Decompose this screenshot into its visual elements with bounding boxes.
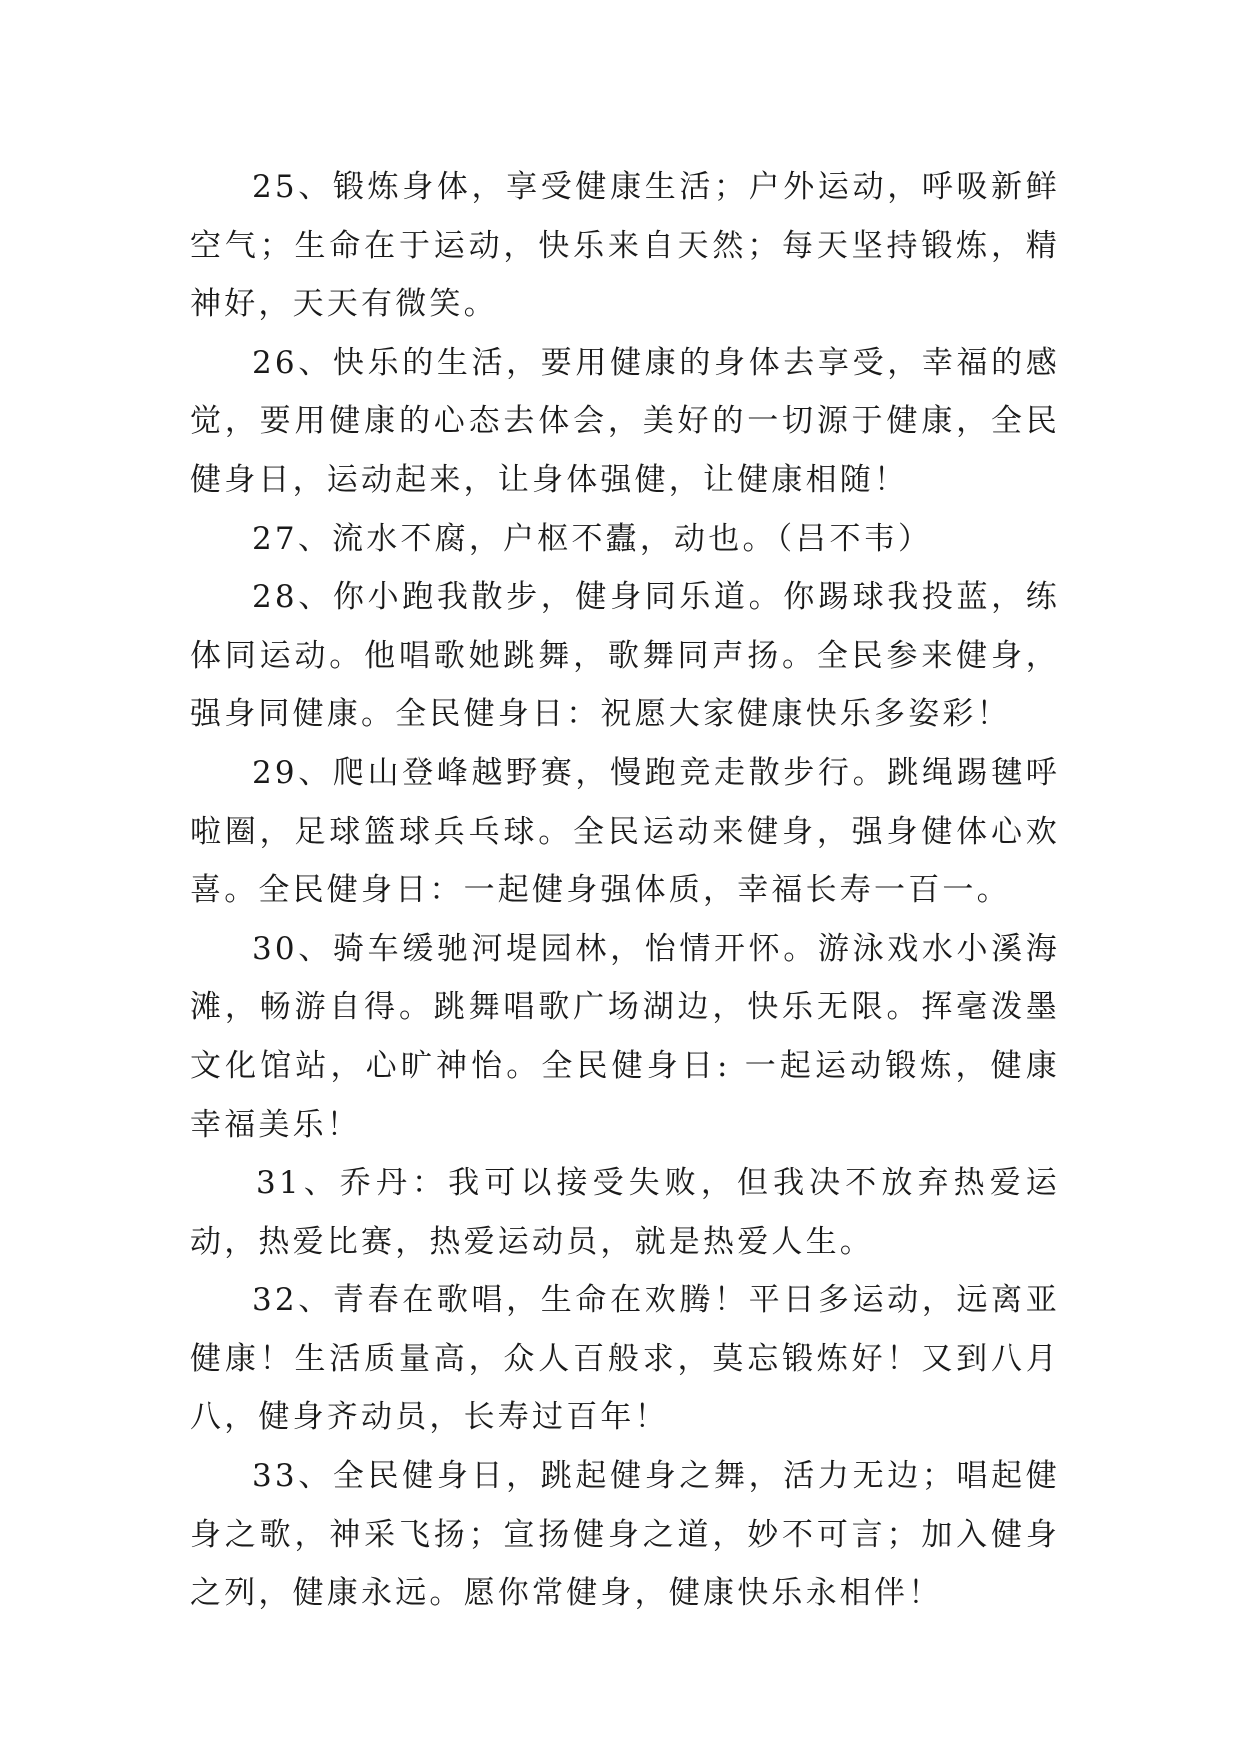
paragraph-33: 33、全民健身日，跳起健身之舞，活力无边；唱起健身之歌，神采飞扬；宣扬健身之道，妙不可言；加入健身之列，健康永远。愿你常健身，健康快乐永相伴！ — [190, 1458, 1060, 1612]
paragraph-25: 25、锻炼身体，享受健康生活；户外运动，呼吸新鲜空气；生命在于运动，快乐来自天然；每天坚持锻炼，精神好，天天有微笑。 — [190, 169, 1060, 323]
paragraph-31: 31、乔丹：我可以接受失败，但我决不放弃热爱运动，热爱比赛，热爱运动员，就是热爱人生。 — [190, 1165, 1060, 1260]
paragraph-27: 27、流水不腐，户枢不蠹，动也。（吕不韦） — [252, 520, 933, 557]
paragraph-29: 29、爬山登峰越野赛，慢跑竞走散步行。跳绳踢毽呼啦圈，足球篮球兵乓球。全民运动来健身，强身健体心欢喜。全民健身日：一起健身强体质，幸福长寿一百一。 — [190, 754, 1060, 909]
document-body — [190, 158, 1060, 1623]
paragraph-26: 26、快乐的生活，要用健康的身体去享受，幸福的感觉，要用健康的心态去体会，美好的一切源于健康，全民健身日，运动起来，让身体强健，让健康相随！ — [190, 344, 1060, 498]
paragraph-30: 30、骑车缓驰河堤园林，怡情开怀。游泳戏水小溪海滩，畅游自得。跳舞唱歌广场湖边，快乐无限。挥毫泼墨文化馆站，心旷神怡。全民健身日: 一起运动锻炼，健康幸福美乐！ — [190, 930, 1060, 1143]
paragraph-28: 28、你小跑我散步，健身同乐道。你踢球我投蓝，练体同运动。他唱歌她跳舞，歌舞同声扬。全民参来健身，强身同健康。全民健身日：祝愿大家健康快乐多姿彩！ — [190, 579, 1060, 733]
paragraph-32: 32、青春在歌唱，生命在欢腾！平日多运动，远离亚健康！生活质量高，众人百般求，莫忘锻炼好！又到八月八，健身齐动员，长寿过百年！ — [190, 1282, 1060, 1436]
